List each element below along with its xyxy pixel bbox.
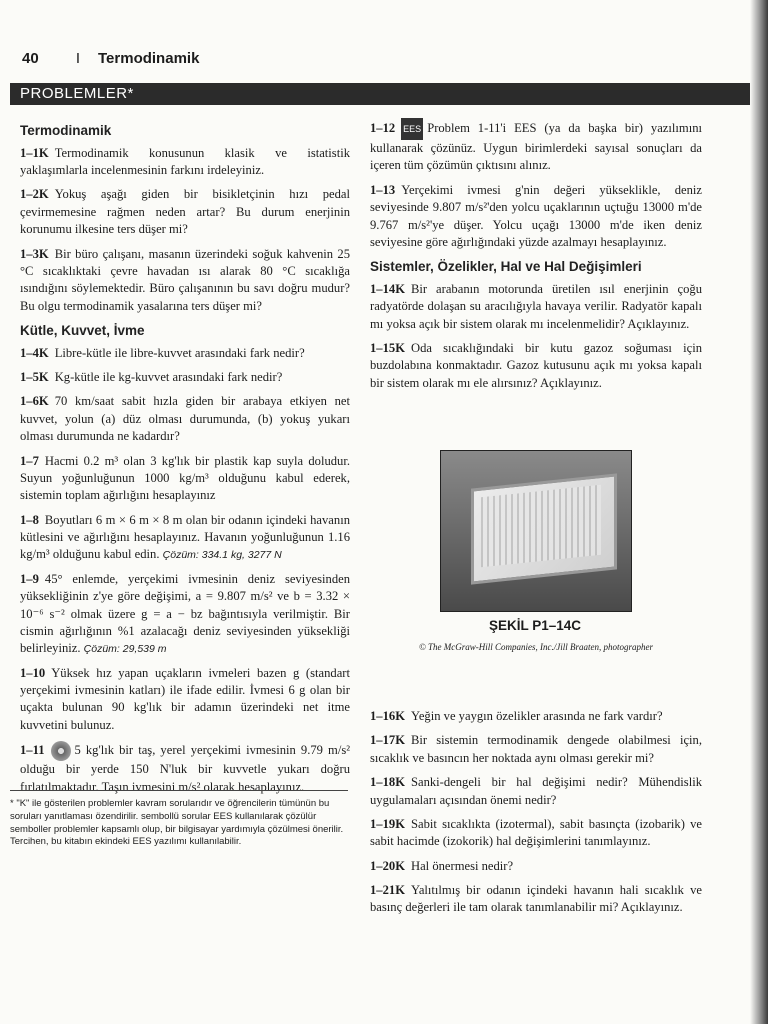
footnote: * "K" ile gösterilen problemler kavram sorularıdır ve öğrencilerin tümünün bu soruları yanıtlaması özendirilir. sembollü sorular EES kullanılarak çözülür semboller problemler kapsamlı olup, bir bilgisayar yardımıyla çözülmesi önerilir. Tercihen, bu kitabın ekindeki EES yazılımı kullanılabilir. xyxy=(10,798,344,848)
problem-1-15k: 1–15K Oda sıcaklığındaki bir kutu gazoz soğuması için buzdolabına konmaktadır. Gazoz kutusunu açık mı yoksa kapalı bir sistem olarak mı ele alırsınız? Açıklayınız. xyxy=(370,341,702,390)
section-heading: Kütle, Kuvvet, İvme xyxy=(20,323,145,338)
problem-1-20k: 1–20K Hal önermesi nedir? xyxy=(370,858,514,873)
figure-caption: ŞEKİL P1–14C xyxy=(488,618,582,633)
problem-1-16k: 1–16K Yeğin ve yaygın özelikler arasında ne fark vardır? xyxy=(370,709,663,723)
page-header xyxy=(22,50,199,67)
section-heading: Termodinamik xyxy=(20,123,112,138)
solution-note: Çözüm: 29,539 m xyxy=(83,643,167,656)
problem-1-1k: 1–1K Termodinamik konusunun klasik ve istatistik yaklaşımlarla incelenmesinin farkını irdeleyiniz. xyxy=(20,145,350,177)
cd-icon xyxy=(51,741,71,761)
page-number: 40 xyxy=(22,50,39,67)
radiator-photo xyxy=(440,450,632,612)
problem-1-5k: 1–5K Kg-kütle ile kg-kuvvet arasındaki fark nedir? xyxy=(20,370,283,384)
left-column xyxy=(20,118,350,803)
page-binding-shadow xyxy=(750,0,768,1024)
problem-1-17k: 1–17K Bir sistemin termodinamik dengede olabilmesi için, sıcaklık ve basıncın her noktada aynı olması gerekir mi? xyxy=(370,733,702,765)
problem-1-10: 1–10 Yüksek hız yapan uçakların ivmeleri bazen g (standart yerçekimi ivmesinin katları) ile ifade edilir. İvmesi 6 g olan bir uçakta bulunan 90 kg'lık bir adamın üzerindeki net itme kuvvetini bulunuz. xyxy=(20,665,350,732)
problem-1-6k: 1–6K 70 km/saat sabit hızla giden bir arabaya etkiyen net kuvvet, yolun (a) düz olması durumunda, (b) yokuş yukarı olması durumunda ne kadardır? xyxy=(20,394,350,444)
problem-1-12: 1–12 EES Problem 1-11'i EES (ya da başka bir) yazılımını kullanarak çözünüz. Uygun birimlerdeki sayısal sonuçları da içeren tüm çözümün çıktısını alınız. xyxy=(370,118,702,175)
solution-note: Çözüm: 334.1 kg, 3277 N xyxy=(162,549,282,562)
right-column-lower xyxy=(370,708,702,924)
banner-label: PROBLEMLER* xyxy=(20,85,134,102)
right-column xyxy=(370,118,702,399)
header-separator: I xyxy=(75,50,81,67)
problem-1-14k: 1–14K Bir arabanın motorunda üretilen ısıl enerjinin çoğu radyatörde dolaşan su aracılığıyla havaya verilir. Radyatör kapalı mı yoksa açık bir sistem olarak mı incelenmelidir? Açıklayınız. xyxy=(370,281,702,331)
ees-icon: EES xyxy=(401,118,423,140)
problem-1-4k: 1–4K Libre-kütle ile libre-kuvvet arasındaki fark nedir? xyxy=(20,345,305,360)
footnote-divider xyxy=(10,790,348,791)
section-heading: Sistemler, Özelikler, Hal ve Hal Değişimleri xyxy=(370,259,642,275)
figure-credit: © The McGraw-Hill Companies, Inc./Jill Braaten, photographer xyxy=(418,642,654,652)
problem-1-3k: 1–3K Bir büro çalışanı, masanın üzerindeki soğuk kahvenin 25 °C sıcaklıktaki çevre havadan ısı alarak 80 °C sıcaklığa ısındığını söylemektedir. Büro çalışanının bu savı doğru mudur? Bu olgu termodinamik yasalarına ters düşer mi? xyxy=(20,246,350,313)
problem-1-9: 1–9 45° enlemde, yerçekimi ivmesinin deniz seviyesinden yüksekliğinin z'ye göre değişimi, a = 9.807 m/s² ve b = 3.32 × 10⁻⁶ s⁻² olmak üzere g = a − bz bağıntısıyla verilmiştir. Bir cismin ağırlığının %1 azalacağı deniz seviyesinden yüksekliği belirleyiniz. Çözüm: 29,539 m xyxy=(20,571,350,656)
problem-1-7: 1–7 Hacmi 0.2 m³ olan 3 kg'lık bir plastik kap suyla doludur. Suyun yoğunluğunun 1000 kg/m³ olduğunu kabul ederek, sistemin toplam ağırlığını hesaplayınız xyxy=(20,453,350,503)
problem-1-21k: 1–21K Yalıtılmış bir odanın içindeki havanın hali sıcaklık ve basınç değerleri ile tam olarak tanımlanabilir mi? Açıklayınız. xyxy=(370,883,702,915)
problem-1-13: 1–13 Yerçekimi ivmesi g'nin değeri yükseklikle, deniz seviyesinde 9.807 m/s²'den yolcu uçaklarının uçtuğu 13000 m'de 9.767 m/s²'ye düşer. Yolcu uçağı 13000 m'de iken deniz seviyesine göre ağırlığındaki yüzde azalmayı hesaplayınız. xyxy=(370,182,702,249)
problem-1-11: 1–11 5 kg'lık bir taş, yerel yerçekimi ivmesinin 9.79 m/s² olduğu bir yerde 150 N'luk bir kuvvetle yukarı doğru fırlatılmaktadır. Taşın ivmesini m/s² olarak hesaplayınız. xyxy=(20,743,350,794)
problems-banner xyxy=(10,83,760,105)
problem-1-8: 1–8 Boyutları 6 m × 6 m × 8 m olan bir odanın içindeki havanın kütlesini ve ağırlığını hesaplayınız. Havanın yoğunluğunun 1.16 kg/m³ olduğunu kabul edin. Çözüm: 334.1 kg, 3277 N xyxy=(20,512,350,562)
problem-1-19k: 1–19K Sabit sıcaklıkta (izotermal), sabit basınçta (izobarik) ve sabit hacimde (izokorik) hal değişimlerini tanımlayınız. xyxy=(370,816,702,849)
problem-1-18k: 1–18K Sanki-dengeli bir hal değişimi nedir? Mühendislik uygulamaları açısından önemi nedir? xyxy=(370,775,702,807)
problem-1-2k: 1–2K Yokuş aşağı giden bir bisikletçinin hızı pedal çevirmemesine rağmen neden artar? Bu durum enerjinin korunumu ilkesine ters düşer mi? xyxy=(20,187,350,237)
chapter-title: Termodinamik xyxy=(98,50,200,67)
